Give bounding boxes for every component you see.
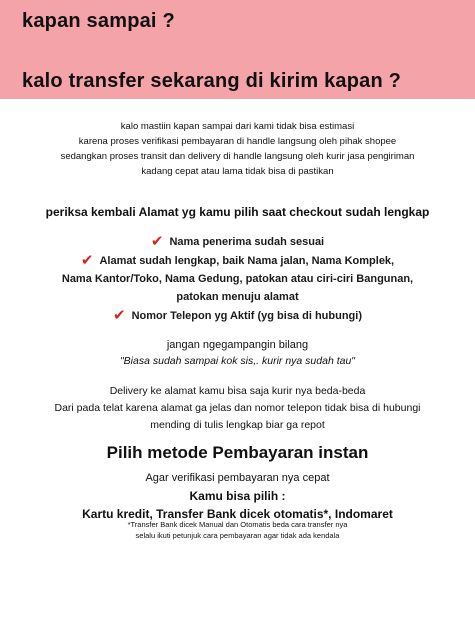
question-title-transfer: kalo transfer sekarang di kirim kapan ? [22, 70, 402, 92]
checklist-item-label: Alamat sudah lengkap, baik Nama jalan, Nama Komplek, [99, 255, 395, 267]
address-checklist [0, 232, 475, 325]
red-check-icon: ✔ [113, 307, 126, 324]
payment-line: Agar verifikasi pembayaran nya cepat [145, 472, 330, 484]
footnote-line: selalu ikuti petunjuk cara pembayaran agar tidak ada kendala [135, 531, 340, 540]
warning-block [0, 337, 475, 369]
checklist-item-continuation: patokan menuju alamat [176, 291, 299, 303]
intro-line: karena proses verifikasi pembayaran di handle langsung oleh pihak shopee [78, 136, 397, 147]
checklist-item-label: Nomor Telepon yg Aktif (yg bisa di hubungi) [131, 310, 362, 322]
intro-line: kadang cepat atau lama tidak bisa di pastikan [141, 166, 334, 177]
header-banner [0, 0, 475, 99]
checklist-item [0, 251, 475, 270]
delivery-line: Dari pada telat karena alamat ga jelas dan nomor telepon tidak bisa di hubungi [54, 402, 421, 414]
delivery-paragraph [0, 383, 475, 434]
checklist-item-label: Nama penerima sudah sesuai [169, 236, 325, 248]
delivery-line: mending di tulis lengkap biar ga repot [150, 419, 325, 431]
warning-line: jangan ngegampangin bilang [166, 339, 309, 351]
red-check-icon: ✔ [80, 252, 94, 269]
intro-line: kalo mastiin kapan sampai dari kami tidak bisa estimasi [120, 121, 355, 132]
payment-footnote [0, 519, 475, 541]
delivery-line: Delivery ke alamat kamu bisa saja kurir nya beda-beda [109, 385, 366, 397]
payment-block [0, 469, 475, 523]
payment-title: Pilih metode Pembayaran instan [106, 443, 369, 462]
checklist-item [0, 306, 475, 325]
address-check-title: periksa kembali Alamat yg kamu pilih saat checkout sudah lengkap [45, 205, 430, 219]
payment-choose-label: Kamu bisa pilih : [189, 489, 286, 503]
intro-line: sedangkan proses transit dan delivery di handle langsung oleh kurir jasa pengiriman [60, 151, 415, 162]
checklist-item [0, 232, 475, 251]
warning-quote: "Biasa sudah sampai kok sis,. kurir nya sudah tau" [119, 355, 356, 367]
payment-methods: Kartu kredit, Transfer Bank dicek otomatis*, Indomaret [82, 507, 393, 521]
intro-paragraph [0, 119, 475, 179]
question-title-arrival: kapan sampai ? [22, 10, 175, 32]
footnote-line: *Transfer Bank dicek Manual dan Otomatis beda cara transfer nya [127, 520, 348, 529]
checklist-item-continuation: Nama Kantor/Toko, Nama Gedung, patokan atau ciri-ciri Bangunan, [61, 273, 414, 285]
red-check-icon: ✔ [150, 233, 164, 250]
